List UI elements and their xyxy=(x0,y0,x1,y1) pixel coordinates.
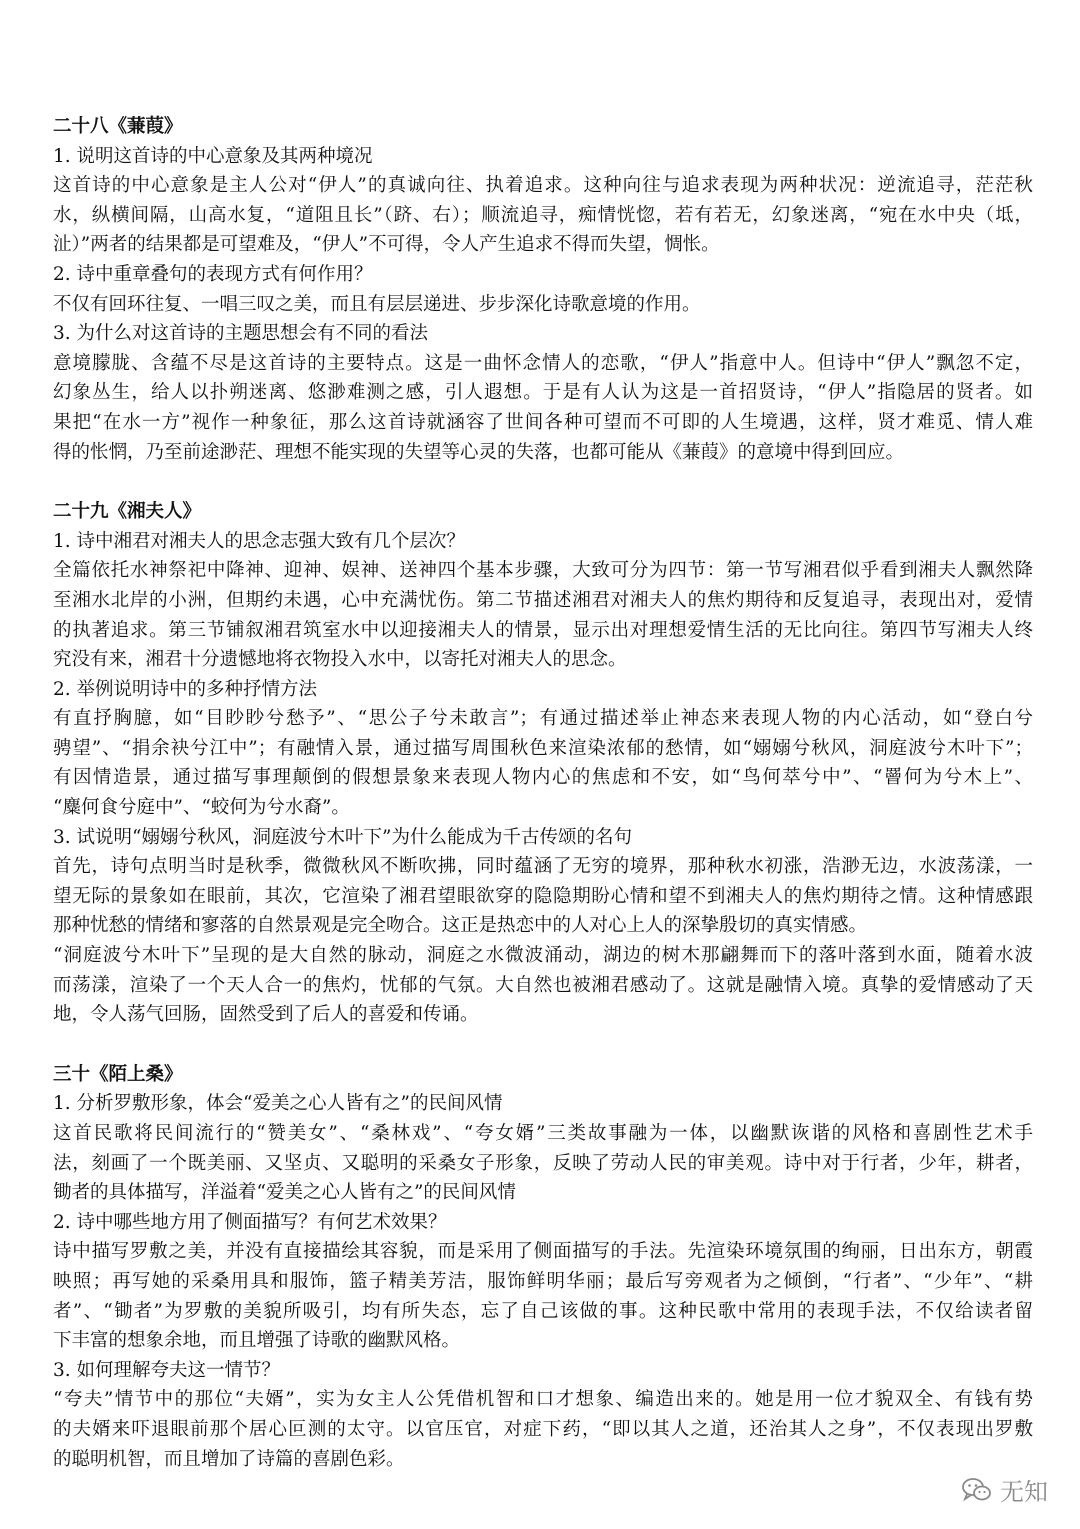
wechat-icon xyxy=(962,1477,992,1503)
answer-line: 全篇依托水神祭祀中降神、迎神、娱神、送神四个基本步骤，大致可分为四节：第一节写湘君似乎看到湘夫人飘然降 xyxy=(53,560,1033,582)
answer-line: 地，令人荡气回肠，固然受到了后人的喜爱和传诵。 xyxy=(53,1004,479,1026)
section xyxy=(53,1060,1033,1474)
answer-line: “麋何食兮庭中”、“蛟何为兮水裔”。 xyxy=(53,797,350,819)
question: 1. 诗中湘君对湘夫人的思念志强大致有几个层次？ xyxy=(53,530,466,552)
answer-line: 映照；再写她的采桑用具和服饰，篮子精美芳洁，服饰鲜明华丽；最后写旁观者为之倾倒，“行者”、“少年”、“耕 xyxy=(53,1270,1033,1292)
section xyxy=(53,112,1033,467)
answer-line: 意境朦胧、含蕴不尽是这首诗的主要特点。这是一曲怀念情人的恋歌，“伊人”指意中人。但诗中“伊人”飘忽不定， xyxy=(53,352,1033,374)
answer-line: 有因情造景，通过描写事理颠倒的假想景象来表现人物内心的焦虑和不安，如“鸟何萃兮中”、“罾何为兮木上”、 xyxy=(53,767,1033,789)
section xyxy=(53,497,1033,1030)
answer-line: 水，纵横间隔，山高水复，“道阻且长”（跻、右）；顺流追寻，痴情恍惚，若有若无，幻象迷离，“宛在水中央（坻， xyxy=(53,204,1033,226)
answer-line: 的聪明机智，而且增加了诗篇的喜剧色彩。 xyxy=(53,1448,405,1470)
answer-line: 诗中描写罗敷之美，并没有直接描绘其容貌，而是采用了侧面描写的手法。先渲染环境氛围的绚丽，日出东方，朝霞 xyxy=(53,1241,1033,1263)
question: 3. 如何理解夸夫这一情节？ xyxy=(53,1359,281,1381)
section-title: 二十八《蒹葭》 xyxy=(53,116,183,137)
question: 1. 分析罗敷形象，体会“爱美之心人皆有之”的民间风情 xyxy=(53,1093,503,1115)
section-title: 三十《陌上桑》 xyxy=(53,1063,183,1085)
answer-line: 这首诗的中心意象是主人公对“伊人”的真诚向往、执着追求。这种向往与追求表现为两种状况：逆流追寻，茫茫秋 xyxy=(53,175,1033,197)
answer-line: 望无际的景象如在眼前，其次，它渲染了湘君望眼欲穿的隐隐期盼心情和望不到湘夫人的焦灼期待之情。这种情感跟 xyxy=(53,885,1033,907)
document-page xyxy=(53,112,1033,1474)
section-title: 二十九《湘夫人》 xyxy=(53,501,202,523)
answer-line: 首先，诗句点明当时是秋季，微微秋风不断吹拂，同时蕴涵了无穷的境界，那种秋水初涨，浩渺无边，水波荡漾，一 xyxy=(53,856,1033,878)
answer-line: 幻象丛生，给人以扑朔迷离、悠渺难测之感，引人遐想。于是有人认为这是一首招贤诗，“伊人”指隐居的贤者。如 xyxy=(53,382,1033,404)
question: 1. 说明这首诗的中心意象及其两种境况 xyxy=(53,145,373,167)
answer-line: 果把“在水一方”视作一种象征，那么这首诗就涵容了世间各种可望而不可即的人生境遇，这样，贤才难觅、情人难 xyxy=(53,411,1033,433)
answer-line: 那种忧愁的情绪和寥落的自然景观是完全吻合。这正是热恋中的人对心上人的深挚殷切的真实情感。 xyxy=(53,915,868,937)
question: 2. 诗中重章叠句的表现方式有何作用？ xyxy=(53,263,373,285)
answer-line: 得的怅惘，乃至前途渺茫、理想不能实现的失望等心灵的失落，也都可能从《蒹葭》的意境中得到回应。 xyxy=(53,441,905,463)
answer-line: 不仅有回环往复、一唱三叹之美，而且有层层递进、步步深化诗歌意境的作用。 xyxy=(53,293,701,315)
answer-line: 的夫婿来吓退眼前那个居心叵测的太守。以官压官，对症下药，“即以其人之道，还治其人之身”，不仅表现出罗敷 xyxy=(53,1418,1033,1440)
answer-line: 有直抒胸臆，如“目眇眇兮愁予”、“思公子兮未敢言”；有通过描述举止神态来表现人物的内心活动，如“登白兮 xyxy=(53,708,1033,730)
question: 2. 诗中哪些地方用了侧面描写？有何艺术效果？ xyxy=(53,1211,447,1233)
answer-line: “夸夫”情节中的那位“夫婿”，实为女主人公凭借机智和口才想象、编造出来的。她是用一位才貌双全、有钱有势 xyxy=(53,1389,1033,1411)
answer-line: 下丰富的想象余地，而且增强了诗歌的幽默风格。 xyxy=(53,1330,461,1352)
watermark xyxy=(962,1472,1048,1507)
answer-line: 至湘水北岸的小洲，但期约未遇，心中充满忧伤。第二节描述湘君对湘夫人的焦灼期待和反复追寻，表现出对，爱情 xyxy=(53,589,1033,611)
answer-line: 的执著追求。第三节铺叙湘君筑室水中以迎接湘夫人的情景，显示出对理想爱情生活的无比向往。第四节写湘夫人终 xyxy=(53,619,1033,641)
answer-line: 这首民歌将民间流行的“赞美女”、“桑林戏”、“夸女婿”三类故事融为一体，以幽默诙谐的风格和喜剧性艺术手 xyxy=(53,1123,1033,1144)
answer-line: 而荡漾，渲染了一个天人合一的焦灼，忧郁的气氛。大自然也被湘君感动了。这就是融情入境。真挚的爱情感动了天 xyxy=(53,974,1033,996)
question: 3. 为什么对这首诗的主题思想会有不同的看法 xyxy=(53,323,429,345)
watermark-text: 无知 xyxy=(1000,1478,1048,1506)
question: 2. 举例说明诗中的多种抒情方法 xyxy=(53,678,318,700)
answer-line: 锄者的具体描写，洋溢着“爱美之心人皆有之”的民间风情 xyxy=(53,1182,516,1204)
answer-line: 者”、“锄者”为罗敷的美貌所吸引，均有所失态，忘了自己该做的事。这种民歌中常用的表现手法，不仅给读者留 xyxy=(53,1300,1033,1322)
answer-line: 骋望”、“捐余袂兮江中”；有融情入景，通过描写周围秋色来渲染浓郁的愁情，如“嫋嫋兮秋风，洞庭波兮木叶下”； xyxy=(53,737,1033,759)
answer-line: 法，刻画了一个既美丽、又坚贞、又聪明的采桑女子形象，反映了劳动人民的审美观。诗中对于行者，少年，耕者， xyxy=(53,1152,1033,1174)
question: 3. 试说明“嫋嫋兮秋风，洞庭波兮木叶下”为什么能成为千古传颂的名句 xyxy=(53,826,632,848)
answer-line: 究没有来，湘君十分遗憾地将衣物投入水中，以寄托对湘夫人的思念。 xyxy=(53,649,627,671)
answer-line: 沚）”两者的结果都是可望难及，“伊人”不可得，令人产生追求不得而失望，惆怅。 xyxy=(53,234,720,256)
answer-line: “洞庭波兮木叶下”呈现的是大自然的脉动，洞庭之水微波涌动，湖边的树木那翩舞而下的落叶落到水面，随着水波 xyxy=(53,945,1033,967)
